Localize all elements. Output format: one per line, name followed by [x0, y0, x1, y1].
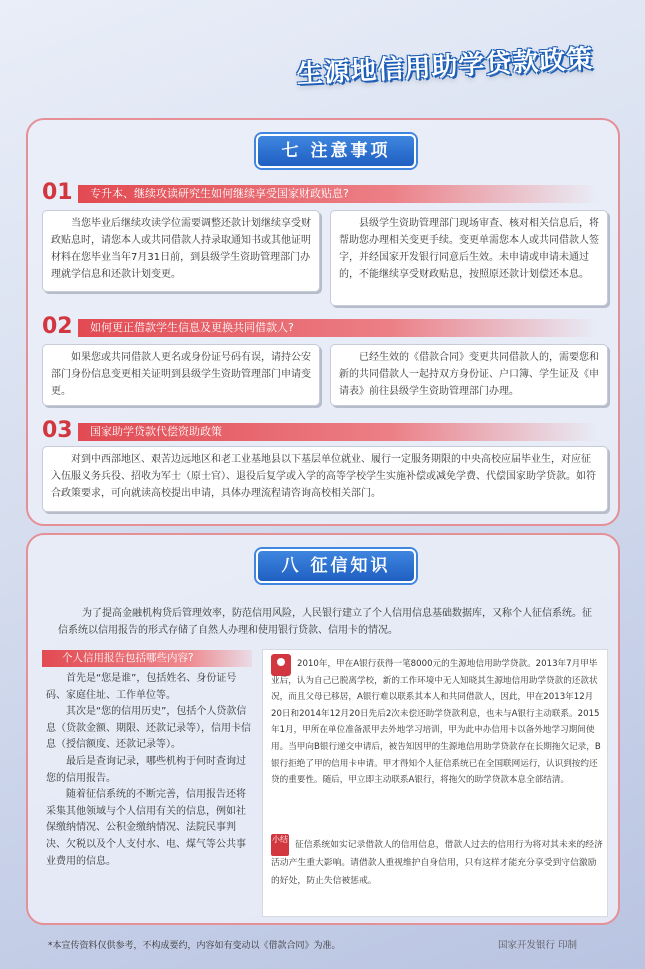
credit-report-subtitle: 个人信用报告包括哪些内容?: [42, 650, 252, 667]
question-2-header: [42, 314, 602, 339]
disclaimer-note: *本宣传资料仅供参考，不构成要约，内容如有变动以《借款合同》为准。: [48, 941, 341, 951]
credit-report-contents: [46, 671, 254, 870]
question-2-left-text: 如果您或共同借款人更名或身份证号码有误，请持公安部门身份信息变更相关证明到县级学生资助管理部门申请变更。: [42, 344, 320, 406]
section-8-badge: 八 征信知识: [256, 549, 416, 583]
credit-paragraph: 随着征信系统的不断完善，信用报告还将采集其他领域与个人信用有关的信息，例如社保缴纳情况、公积金缴纳情况、法院民事判决、欠税以及个人支付水、电、煤气等公共事业费用的信息。: [46, 789, 246, 867]
case-study-box: [262, 649, 608, 917]
summary-text: 征信系统如实记录借款人的信用信息，借款人过去的信用行为将对其未来的经济活动产生重大影响。请借款人重视维护自身信用，只有这样才能充分享受到守信激励的好处，防止失信被惩戒。: [271, 840, 603, 886]
question-1-left-text: 当您毕业后继续攻读学位需要调整还款计划继续享受财政贴息时，请您本人或共同借款人持录取通知书或其他证明材料在您毕业当年7月31日前，到县级学生资助管理部门办理就学信息和还款计划变更。: [42, 210, 320, 292]
question-3-body-text: 对到中西部地区、艰苦边远地区和老工业基地县以下基层单位就业、履行一定服务期限的中央高校应届毕业生，对应征入伍服义务兵役、招收为军士（原士官）、退役后复学或入学的高等学校学生实施补偿或减免学费、代偿国家助学贷款。如符合政策要求，可向就读高校提出申请，具体办理流程请咨询高校相关部门。: [42, 446, 608, 512]
summary-badge: 小结: [271, 834, 289, 856]
question-3-header: [42, 418, 602, 443]
question-3-number: 03: [42, 418, 73, 443]
question-1-title: 专升本、继续攻读研究生如何继续享受国家财政贴息?: [78, 185, 598, 203]
credit-intro-text: 为了提高金融机构贷后管理效率，防范信用风险，人民银行建立了个人信用信息基础数据库，又称个人征信系统。征信系统以信用报告的形式存储了自然人办理和使用银行贷款、信用卡的情况。: [58, 608, 592, 636]
question-2-title: 如何更正借款学生信息及更换共同借款人?: [78, 319, 598, 337]
question-2-right-text: 已经生效的《借款合同》变更共同借款人的，需要您和新的共同借款人一起持双方身份证、户口簿、学生证及《申请表》前往县级学生资助管理部门办理。: [330, 344, 608, 406]
section-notes-panel: [26, 118, 620, 526]
question-1-number: 01: [42, 180, 73, 205]
case-study-text: 2010年，甲在A银行获得一笔8000元的生源地信用助学贷款。2013年7月甲毕业后，认为自己已脱离学校，新的工作环境中无人知晓其生源地信用助学贷款的还款状况，而且父母已移居，A银行难以联系其本人和共同借款人，因此，甲在2013年12月20日和2014年12月20日先后2次未偿还助学贷款利息，也未与A银行主动联系。2015年1月，甲所在单位准备派甲去外地学习培训，甲为此申办信用卡以备外地学习期间使用。当甲向B银行递交申请后，被告知因甲的生源地信用助学贷款存在长期拖欠记录，B银行拒绝了甲的信用卡申请。甲才得知个人征信系统已在全国联网运行，认识到按约还贷的重要性。随后，甲立即主动联系A银行，将拖欠的助学贷款本息全部结清。: [271, 659, 601, 786]
printer-credit: 国家开发银行 印制: [498, 940, 578, 951]
credit-paragraph: 最后是查询记录，哪些机构于何时查询过您的信用报告。: [46, 755, 246, 784]
section-credit-panel: [26, 533, 620, 925]
question-3-title: 国家助学贷款代偿资助政策: [78, 423, 598, 441]
question-2-number: 02: [42, 314, 73, 339]
credit-paragraph: 其次是“您的信用历史”，包括个人贷款信息（贷款金额、期限、还款记录等），信用卡信息（授信额度、还款记录等）。: [46, 706, 251, 751]
question-1-header: [42, 180, 602, 205]
credit-paragraph: 首先是“您是谁”，包括姓名、身份证号码、家庭住址、工作单位等。: [46, 673, 237, 701]
section-7-badge: 七 注意事项: [256, 134, 416, 168]
page-title: 生源地信用助学贷款政策: [295, 44, 595, 90]
question-1-right-text: 县级学生资助管理部门现场审查、核对相关信息后，将帮助您办理相关变更手续。变更单需您本人或共同借款人签字，并经国家开发银行同意后生效。未申请或申请未通过的，不能继续享受财政贴息，按照原还款计划偿还本息。: [330, 210, 608, 306]
